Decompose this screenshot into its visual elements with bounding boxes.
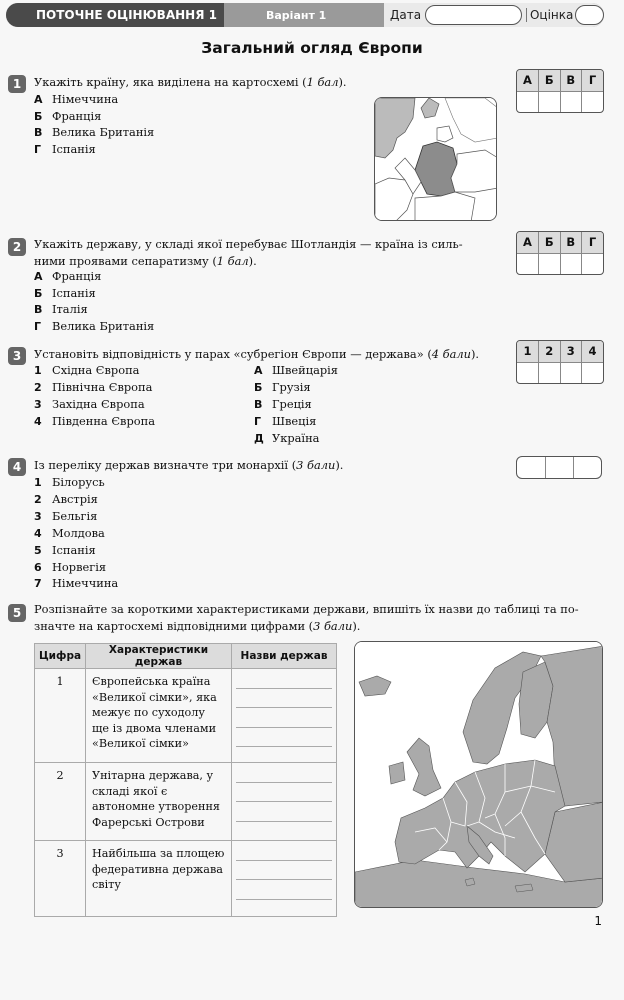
table-row [35,841,337,917]
answer-grid-header: Г [582,70,604,91]
question-3-right-option: Г Швеція [254,414,317,428]
question-1-option: Г Іспанія [34,141,96,156]
question-3-right-option: Б Грузія [254,380,311,394]
answer-cell[interactable] [582,362,604,383]
question-2-text: Укажіть державу, у складі якої перебуває Шотландія — країна із силь- ними проявами сепаратизму (1 бал). [34,237,463,268]
answer-cell[interactable] [539,362,561,383]
question-3-right-option: Д Україна [254,431,320,445]
row-description: Унітарна держава, у складі якої є автономне утворення Фарерські Острови [86,763,232,841]
question-1-text: Укажіть країну, яка виділена на картосхемі (1 бал). [34,75,347,89]
question-2-option: В Італія [34,302,88,317]
map-germany [374,97,497,221]
date-field[interactable] [425,5,522,25]
question-2-option: Б Іспанія [34,285,96,300]
answer-cell[interactable] [517,362,539,383]
question-2-answer-grid[interactable] [516,231,604,275]
answer-cell[interactable] [539,91,561,112]
row-number: 1 [35,669,86,763]
question-3-right-option: А Швейцарія [254,363,338,377]
question-5-number: 5 [8,604,26,622]
question-1-option: А Німеччина [34,92,119,106]
answer-lines[interactable] [232,763,337,841]
question-4-option: 3 Бельгія [34,508,98,523]
question-4-option: 5 Іспанія [34,542,96,557]
answer-cell[interactable] [539,253,561,274]
answer-grid-header: Б [539,232,561,253]
answer-cell[interactable] [517,91,539,112]
answer-cell[interactable] [560,362,582,383]
grade-label: Оцінка [526,8,573,22]
question-4-option: 1 Білорусь [34,475,105,489]
header-variant: Варіант 1 [266,8,327,22]
question-3-right-option: В Греція [254,397,312,411]
question-3-left-option: 1 Східна Європа [34,363,140,377]
answer-cell[interactable] [560,91,582,112]
row-description: Найбільша за площею федеративна держава світу [86,841,232,917]
answer-grid-header: А [517,232,539,253]
row-description: Європейська країна «Великої сімки», яка межує по суходолу ще із двома членами «Великої сімки» [86,669,232,763]
question-3-left-option: 3 Західна Європа [34,397,145,411]
answer-lines[interactable] [232,669,337,763]
answer-cell[interactable] [517,253,539,274]
page-header [6,3,604,27]
question-4-option: 7 Німеччина [34,576,119,591]
answer-lines[interactable] [232,841,337,917]
question-4-answer-grid[interactable] [516,456,602,479]
table-header-characteristics: Характеристики держав [86,644,232,669]
answer-cell[interactable] [560,253,582,274]
answer-cell[interactable] [582,253,604,274]
question-3-number: 3 [8,347,26,365]
question-4-option: 4 Молдова [34,525,105,540]
question-3-answer-grid[interactable] [516,340,604,384]
grade-field[interactable] [575,5,604,25]
page-title: Загальний огляд Європи [201,39,423,57]
date-label: Дата [390,8,422,22]
answer-grid-header: Г [582,232,604,253]
answer-grid-header: 2 [539,341,561,362]
answer-grid-header: Б [539,70,561,91]
question-2-option: А Франція [34,269,102,283]
answer-grid-header: 4 [582,341,604,362]
question-4-option: 6 Норвегія [34,559,107,574]
question-5-text: Розпізнайте за короткими характеристиками держави, впишіть їх назви до таблиці та по- значте на картосхемі відповідними цифрами (3 бали). [34,602,579,633]
question-3-left-option: 2 Північна Європа [34,380,153,394]
row-number: 2 [35,763,86,841]
question-4-number: 4 [8,458,26,476]
question-4-text: Із переліку держав визначте три монархії (3 бали). [34,458,344,472]
question-3-text: Установіть відповідність у парах «субрегіон Європи — держава» (4 бали). [34,347,480,361]
question-3-left-option: 4 Південна Європа [34,414,155,428]
question-1-option: В Велика Британія [34,125,155,140]
row-number: 3 [35,841,86,917]
header-label: ПОТОЧНЕ ОЦІНЮВАННЯ 1 [6,3,224,27]
question-1-answer-grid[interactable] [516,69,604,113]
table-header-names: Назви держав [232,644,337,669]
answer-grid-header: В [560,70,582,91]
header-date-area [384,3,604,27]
answer-cell[interactable] [582,91,604,112]
question-4-option: 2 Австрія [34,491,98,506]
question-5-table [34,643,337,917]
map-europe [354,641,603,908]
table-header-number: Цифра [35,644,86,669]
answer-grid-header: 3 [560,341,582,362]
answer-grid-header: А [517,70,539,91]
question-1-option: Б Франція [34,108,102,123]
question-2-number: 2 [8,238,26,256]
table-row [35,763,337,841]
answer-grid-header: В [560,232,582,253]
question-2-option: Г Велика Британія [34,318,155,333]
question-1-number: 1 [8,75,26,93]
table-row [35,669,337,763]
answer-grid-header: 1 [517,341,539,362]
page-number: 1 [594,914,602,928]
